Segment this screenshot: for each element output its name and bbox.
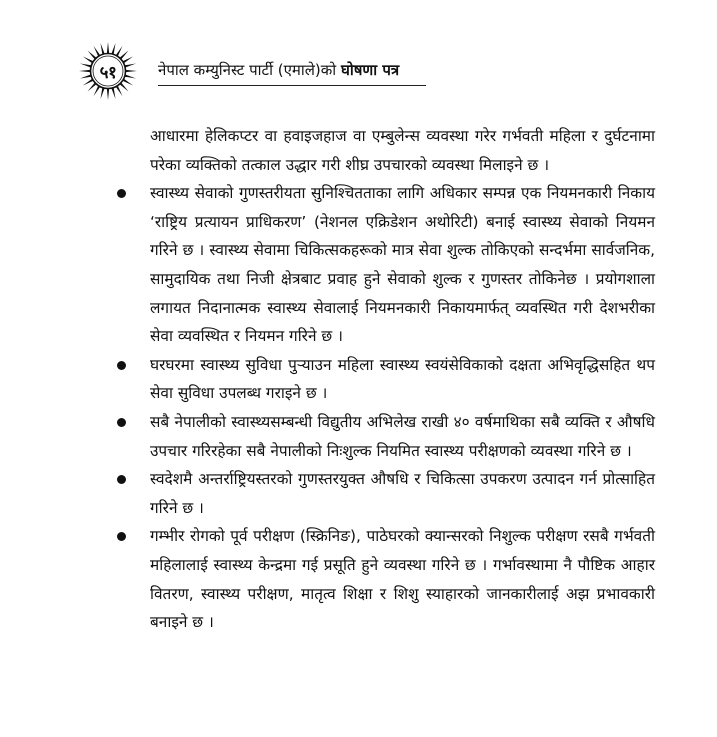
- bullet-text: घरघरमा स्वास्थ्य सुविधा पुऱ्याउन महिला स्वास्थ्य स्वयंसेविकाको दक्षता अभिवृद्धिसहित थप सेवा सुविधा उपलब्ध गराइने छ ।: [150, 355, 655, 403]
- continuation-paragraph: आधारमा हेलिकप्टर वा हवाइजहाज वा एम्बुलेन्स व्यवस्था गरेर गर्भवती महिला र दुर्घटनामा परेका व्यक्तिको तत्काल उद्धार गरी शीघ्र उपचारको व्यवस्था मिलाइने छ ।: [150, 127, 655, 174]
- bullet-icon: [117, 418, 126, 427]
- bullet-item: [150, 351, 655, 408]
- bullet-text: सबै नेपालीको स्वास्थ्यसम्बन्धी विद्युतीय अभिलेख राखी ४० वर्षमाथिका सबै व्यक्ति र औषधि उपचार गरिरहेका सबै नेपालीको निःशुल्क नियमित स्वास्थ्य परीक्षणको व्यवस्था गरिने छ ।: [150, 412, 655, 460]
- bullet-item: [150, 179, 655, 351]
- running-header-title: [158, 60, 399, 80]
- header-title-bold: घोषणा पत्र: [340, 61, 400, 79]
- bullet-icon: [117, 361, 126, 370]
- bullet-icon: [117, 532, 126, 541]
- bullet-list: [150, 179, 655, 637]
- body-text: [150, 122, 655, 637]
- page-number-emblem: [78, 41, 138, 101]
- bullet-text: स्वास्थ्य सेवाको गुणस्तरीयता सुनिश्चितताका लागि अधिकार सम्पन्न एक नियमनकारी निकाय ‘राष्ट्रिय प्रत्यायन प्राधिकरण’ (नेशनल एक्रिडेशन अथोरिटी) बनाई स्वास्थ्य सेवाको नियमन गरिने छ । स्वास्थ्य सेवामा चिकित्सकहरूको मात्र सेवा शुल्क तोकिएको सन्दर्भमा सार्वजनिक, सामुदायिक तथा निजी क्षेत्रबाट प्रवाह हुने सेवाको शुल्क र गुणस्तर तोकिनेछ । प्रयोगशाला लगायत निदानात्मक स्वास्थ्य सेवालाई नियमनकारी निकायमार्फत् व्यवस्थित गरी देशभरीका सेवा व्यवस्थित र नियमन गरिने छ ।: [150, 184, 655, 346]
- bullet-text: गम्भीर रोगको पूर्व परीक्षण (स्क्रिनिङ), पाठेघरको क्यान्सरको निशुल्क परीक्षण रसबै गर्भवती महिलालाई स्वास्थ्य केन्द्रमा गई प्रसूति हुने व्यवस्था गरिने छ । गर्भावस्थामा नै पौष्टिक आहार वितरण, स्वास्थ्य परीक्षण, मातृत्व शिक्षा र शिशु स्याहारको जानकारीलाई अझ प्रभावकारी बनाइने छ ।: [150, 527, 655, 632]
- bullet-item: [150, 522, 655, 636]
- page-header: [0, 0, 717, 110]
- bullet-icon: [117, 189, 126, 198]
- bullet-text: स्वदेशमै अन्तर्राष्ट्रियस्तरको गुणस्तरयुक्त औषधि र चिकित्सा उपकरण उत्पादन गर्न प्रोत्साहित गरिने छ ।: [150, 470, 655, 517]
- bullet-item: [150, 408, 655, 465]
- header-title-regular: नेपाल कम्युनिस्ट पार्टी (एमाले)को: [158, 61, 341, 79]
- bullet-icon: [117, 475, 126, 484]
- page-number: ५१: [99, 62, 117, 83]
- bullet-item: [150, 465, 655, 522]
- header-underline: [158, 85, 426, 86]
